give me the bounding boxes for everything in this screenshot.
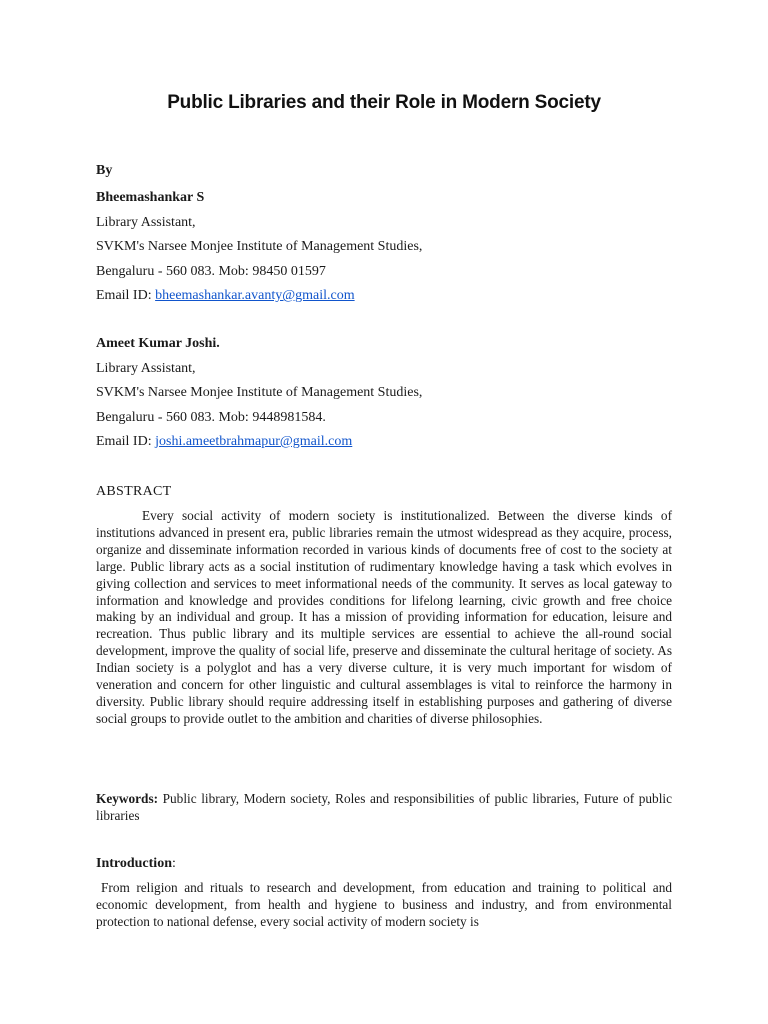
introduction-colon: : — [171, 856, 176, 871]
author-role: Library Assistant, — [96, 360, 196, 376]
author-role: Library Assistant, — [96, 214, 196, 230]
keywords-label: Keywords: — [96, 791, 159, 806]
keywords-paragraph — [96, 791, 672, 825]
author-institution: SVKM's Narsee Monjee Institute of Management Studies, — [96, 385, 423, 400]
author-address: Bengaluru - 560 083. Mob: 98450 01597 — [96, 263, 326, 279]
introduction-paragraph: From religion and rituals to research and development, from education and training to political and economic development, from health and hygiene to business and industry, and from environmental protection to national defense, every social activity of modern society is — [96, 880, 672, 929]
author-email-line — [96, 284, 422, 309]
by-label: By — [96, 163, 113, 178]
abstract-paragraph: Every social activity of modern society is institutionalized. Between the diverse kinds of institutions advanced in present era, public libraries remain the utmost widespread as they acquire, process, organize and disseminate information recorded in various kinds of documents free of cost to the society at large. Public library acts as a social institution of rudimentary knowledge having a task which evolves in giving collection and services to meet informational needs of the community. It serves as local gateway to information and knowledge and provides conditions for lifelong learning, civic growth and free choice making by an individual and group. It has a mission of providing information for education, leisure and recreation. Thus public library and its multiple services are essential to achieve the all-round social development, improve the quality of social life, preserve and disseminate the cultural heritage of society. As Indian society is a polyglot and has a very diverse culture, it is very much important for wisdom of veneration and concern for other linguistic and cultural assemblages is vital to reinforce the harmony in diversity. Public library should require addressing itself in establishing purposes and gathering of diverse social groups to provide outlet to the ambition and charities of diverse philosophies. — [96, 508, 672, 726]
keywords-text: Public library, Modern society, Roles and responsibilities of public libraries, Future of public libraries — [96, 791, 672, 823]
email-label: Email ID: — [96, 288, 156, 303]
author-email-line — [96, 430, 422, 455]
author-email-link[interactable]: bheemashankar.avanty@gmail.com — [155, 288, 355, 303]
author-name: Bheemashankar S — [96, 190, 205, 205]
author-block-2 — [96, 332, 422, 455]
author-block-1 — [96, 186, 422, 309]
email-label: Email ID: — [96, 434, 156, 449]
introduction-label: Introduction — [96, 856, 172, 871]
abstract-heading: ABSTRACT — [96, 484, 172, 499]
introduction-heading — [96, 856, 176, 872]
author-email-link[interactable]: joshi.ameetbrahmapur@gmail.com — [155, 434, 353, 449]
author-name: Ameet Kumar Joshi. — [96, 336, 220, 351]
author-institution: SVKM's Narsee Monjee Institute of Management Studies, — [96, 239, 423, 254]
paper-title: Public Libraries and their Role in Modern Society — [167, 92, 601, 113]
author-address: Bengaluru - 560 083. Mob: 9448981584. — [96, 409, 326, 425]
